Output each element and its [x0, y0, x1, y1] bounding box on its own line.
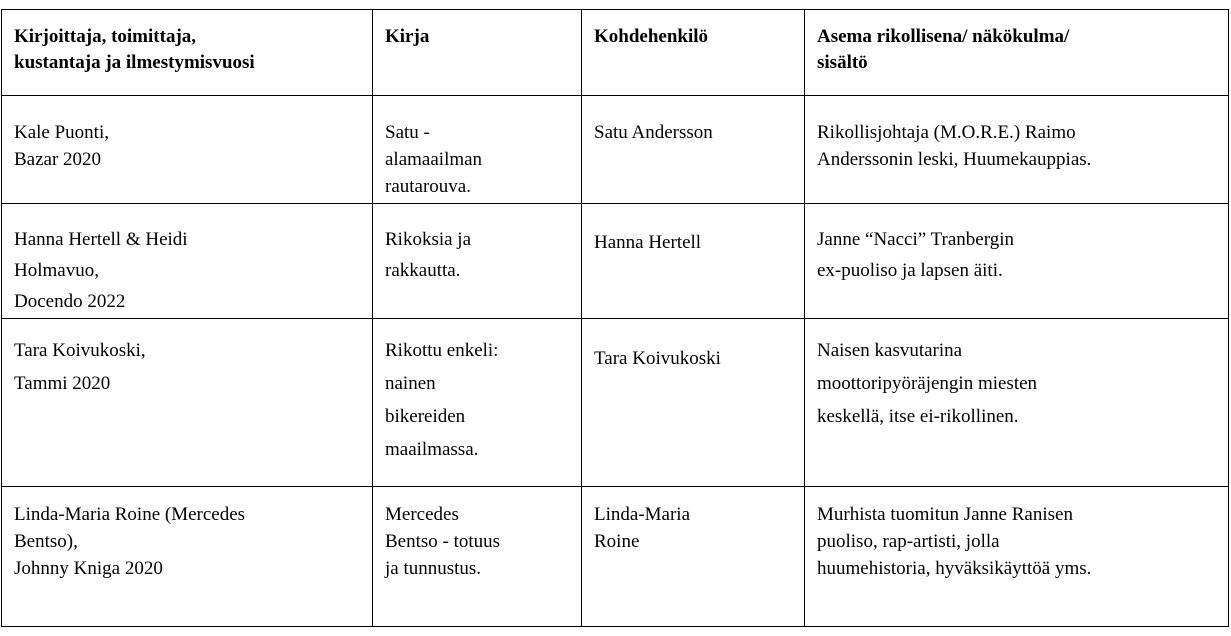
cell-text: Tara Koivukoski — [594, 348, 721, 369]
header-label: Asema rikollisena/ näkökulma/ sisältö — [817, 26, 1070, 73]
subject-cell — [582, 319, 805, 487]
cell-text: Rikottu enkeli: nainen bikereiden maailmassa. — [385, 340, 499, 460]
header-book — [373, 10, 582, 96]
author-cell — [2, 487, 373, 627]
subject-cell — [582, 487, 805, 627]
cell-text: Janne “Nacci” Tranbergin ex-puoliso ja lapsen äiti. — [817, 229, 1014, 281]
book-cell — [373, 96, 582, 204]
cell-text: Hanna Hertell & Heidi Holmavuo, Docendo 2022 — [14, 229, 188, 312]
book-table — [1, 9, 1229, 627]
cell-text: Kale Puonti, Bazar 2020 — [14, 122, 109, 170]
subject-cell — [582, 96, 805, 204]
header-subject-person — [582, 10, 805, 96]
book-cell — [373, 319, 582, 487]
table-row — [2, 319, 1229, 487]
book-cell — [373, 487, 582, 627]
table-row — [2, 487, 1229, 627]
cell-text: Hanna Hertell — [594, 232, 702, 253]
cell-text: Rikoksia ja rakkautta. — [385, 229, 472, 281]
cell-text: Mercedes Bentso - totuus ja tunnustus. — [385, 504, 501, 579]
author-cell — [2, 319, 373, 487]
cell-text: Satu - alamaailman rautarouva. — [385, 122, 483, 197]
header-label: Kohdehenkilö — [594, 26, 709, 47]
subject-cell — [582, 204, 805, 319]
author-cell — [2, 204, 373, 319]
cell-text: Rikollisjohtaja (M.O.R.E.) Raimo Anderssonin leski, Huumekauppias. — [817, 122, 1092, 170]
table-row — [2, 96, 1229, 204]
role-cell — [805, 96, 1229, 204]
cell-text: Satu Andersson — [594, 122, 713, 143]
author-cell — [2, 96, 373, 204]
role-cell — [805, 319, 1229, 487]
role-cell — [805, 204, 1229, 319]
table-header-row — [2, 10, 1229, 96]
header-label: Kirja — [385, 26, 430, 47]
table-row — [2, 204, 1229, 319]
cell-text: Murhista tuomitun Janne Ranisen puoliso, rap-artisti, jolla huumehistoria, hyväksikäyttöä yms. — [817, 504, 1092, 579]
header-author-publisher-year — [2, 10, 373, 96]
cell-text: Linda-Maria Roine (Mercedes Bentso), Johnny Kniga 2020 — [14, 504, 246, 579]
role-cell — [805, 487, 1229, 627]
cell-text: Linda-Maria Roine — [594, 504, 691, 552]
header-role-perspective — [805, 10, 1229, 96]
cell-text: Tara Koivukoski, Tammi 2020 — [14, 340, 146, 394]
cell-text: Naisen kasvutarina moottoripyöräjengin miesten keskellä, itse ei-rikollinen. — [817, 340, 1038, 427]
book-cell — [373, 204, 582, 319]
header-label: Kirjoittaja, toimittaja, kustantaja ja ilmestymisvuosi — [14, 26, 255, 73]
